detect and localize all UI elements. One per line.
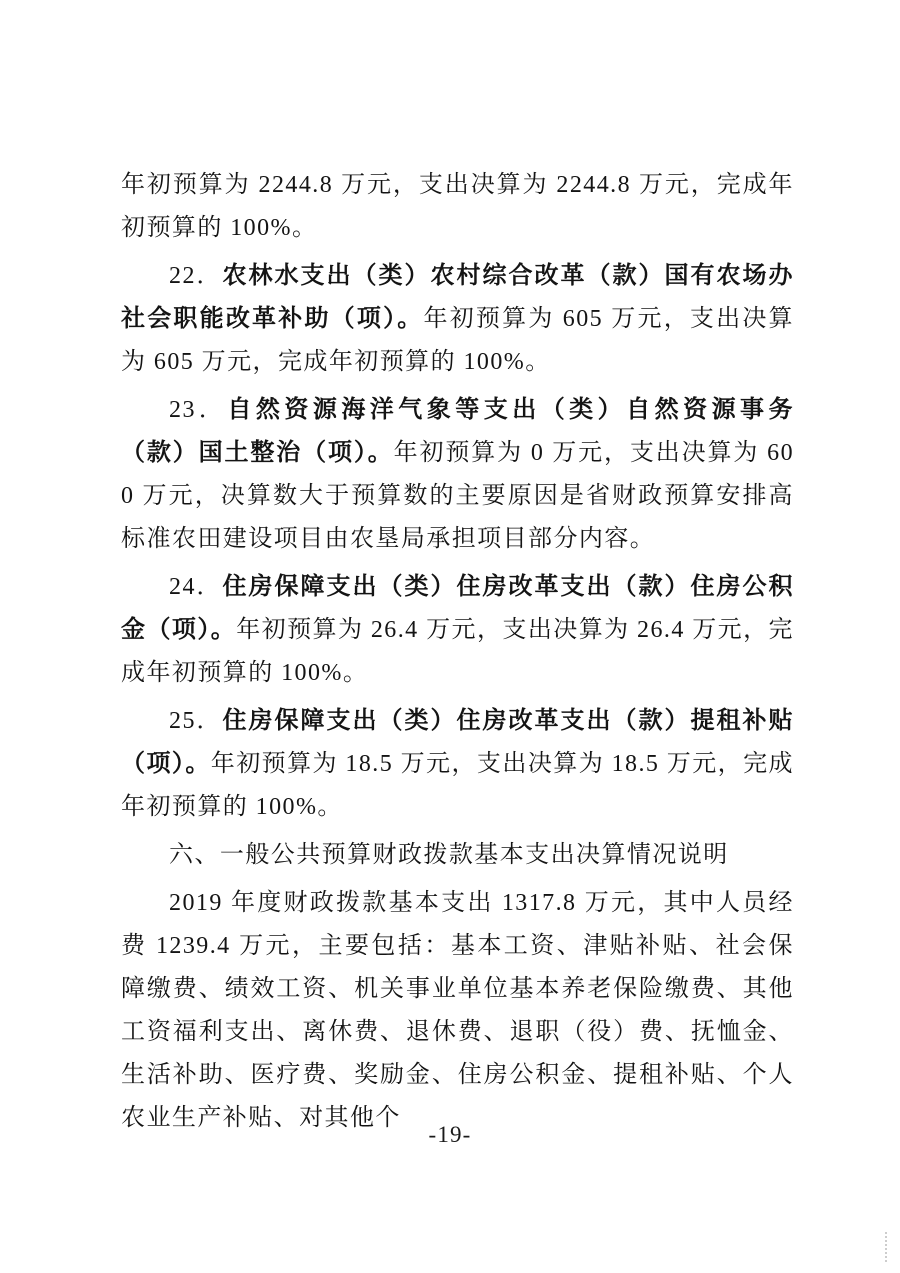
paragraph-text: 22． (169, 263, 223, 289)
budget-item-title: 住房保障支出（类）住房改革支出（款）住房公积金（项）。 (121, 574, 794, 643)
budget-item-title: 农林水支出（类）农村综合改革（款）国有农场办社会职能改革补助（项）。 (121, 263, 794, 332)
page-number: -19- (428, 1122, 472, 1147)
paragraph-text: 年初预算为 2244.8 万元，支出决算为 2244.8 万元，完成年初预算的 100%。 (121, 172, 794, 241)
para-22 (121, 255, 794, 384)
para-24 (121, 566, 794, 695)
para-25 (121, 700, 794, 829)
paragraph-text: 24． (169, 574, 223, 600)
budget-item-title: 住房保障支出（类）住房改革支出（款）提租补贴（项）。 (121, 708, 794, 777)
para-23 (121, 389, 794, 561)
paragraph-text: 年初预算为 0 万元，支出决算为 600 万元，决算数大于预算数的主要原因是省财政预算安排高标准农田建设项目由农垦局承担项目部分内容。 (121, 440, 795, 552)
budget-item-title: 自然资源海洋气象等支出（类）自然资源事务（款）国土整治（项）。 (121, 397, 794, 466)
paragraph-text: 六、一般公共预算财政拨款基本支出决算情况说明 (169, 842, 729, 868)
scan-artifact (883, 1232, 887, 1262)
paragraph-text: 2019 年度财政拨款基本支出 1317.8 万元，其中人员经费 1239.4 万元，主要包括：基本工资、津贴补贴、社会保障缴费、绩效工资、机关事业单位基本养老保险缴费、其他工资福利支出、离休费、退休费、退职（役）费、抚恤金、生活补助、医疗费、奖励金、住房公积金、提租补贴、个人农业生产补贴、对其他个 (121, 890, 794, 1131)
document-body (121, 164, 794, 1140)
para-21-continuation (121, 164, 794, 250)
paragraph-text: 年初预算为 605 万元，支出决算为 605 万元，完成年初预算的 100%。 (121, 306, 794, 375)
paragraph-text: 年初预算为 18.5 万元，支出决算为 18.5 万元，完成年初预算的 100%。 (121, 751, 794, 820)
paragraph-text: 23． (169, 397, 228, 423)
paragraph-text: 年初预算为 26.4 万元，支出决算为 26.4 万元，完成年初预算的 100%。 (121, 617, 795, 686)
section-6-heading (121, 834, 794, 877)
para-basic-expenditure (121, 882, 794, 1140)
paragraph-text: 25． (169, 708, 223, 734)
